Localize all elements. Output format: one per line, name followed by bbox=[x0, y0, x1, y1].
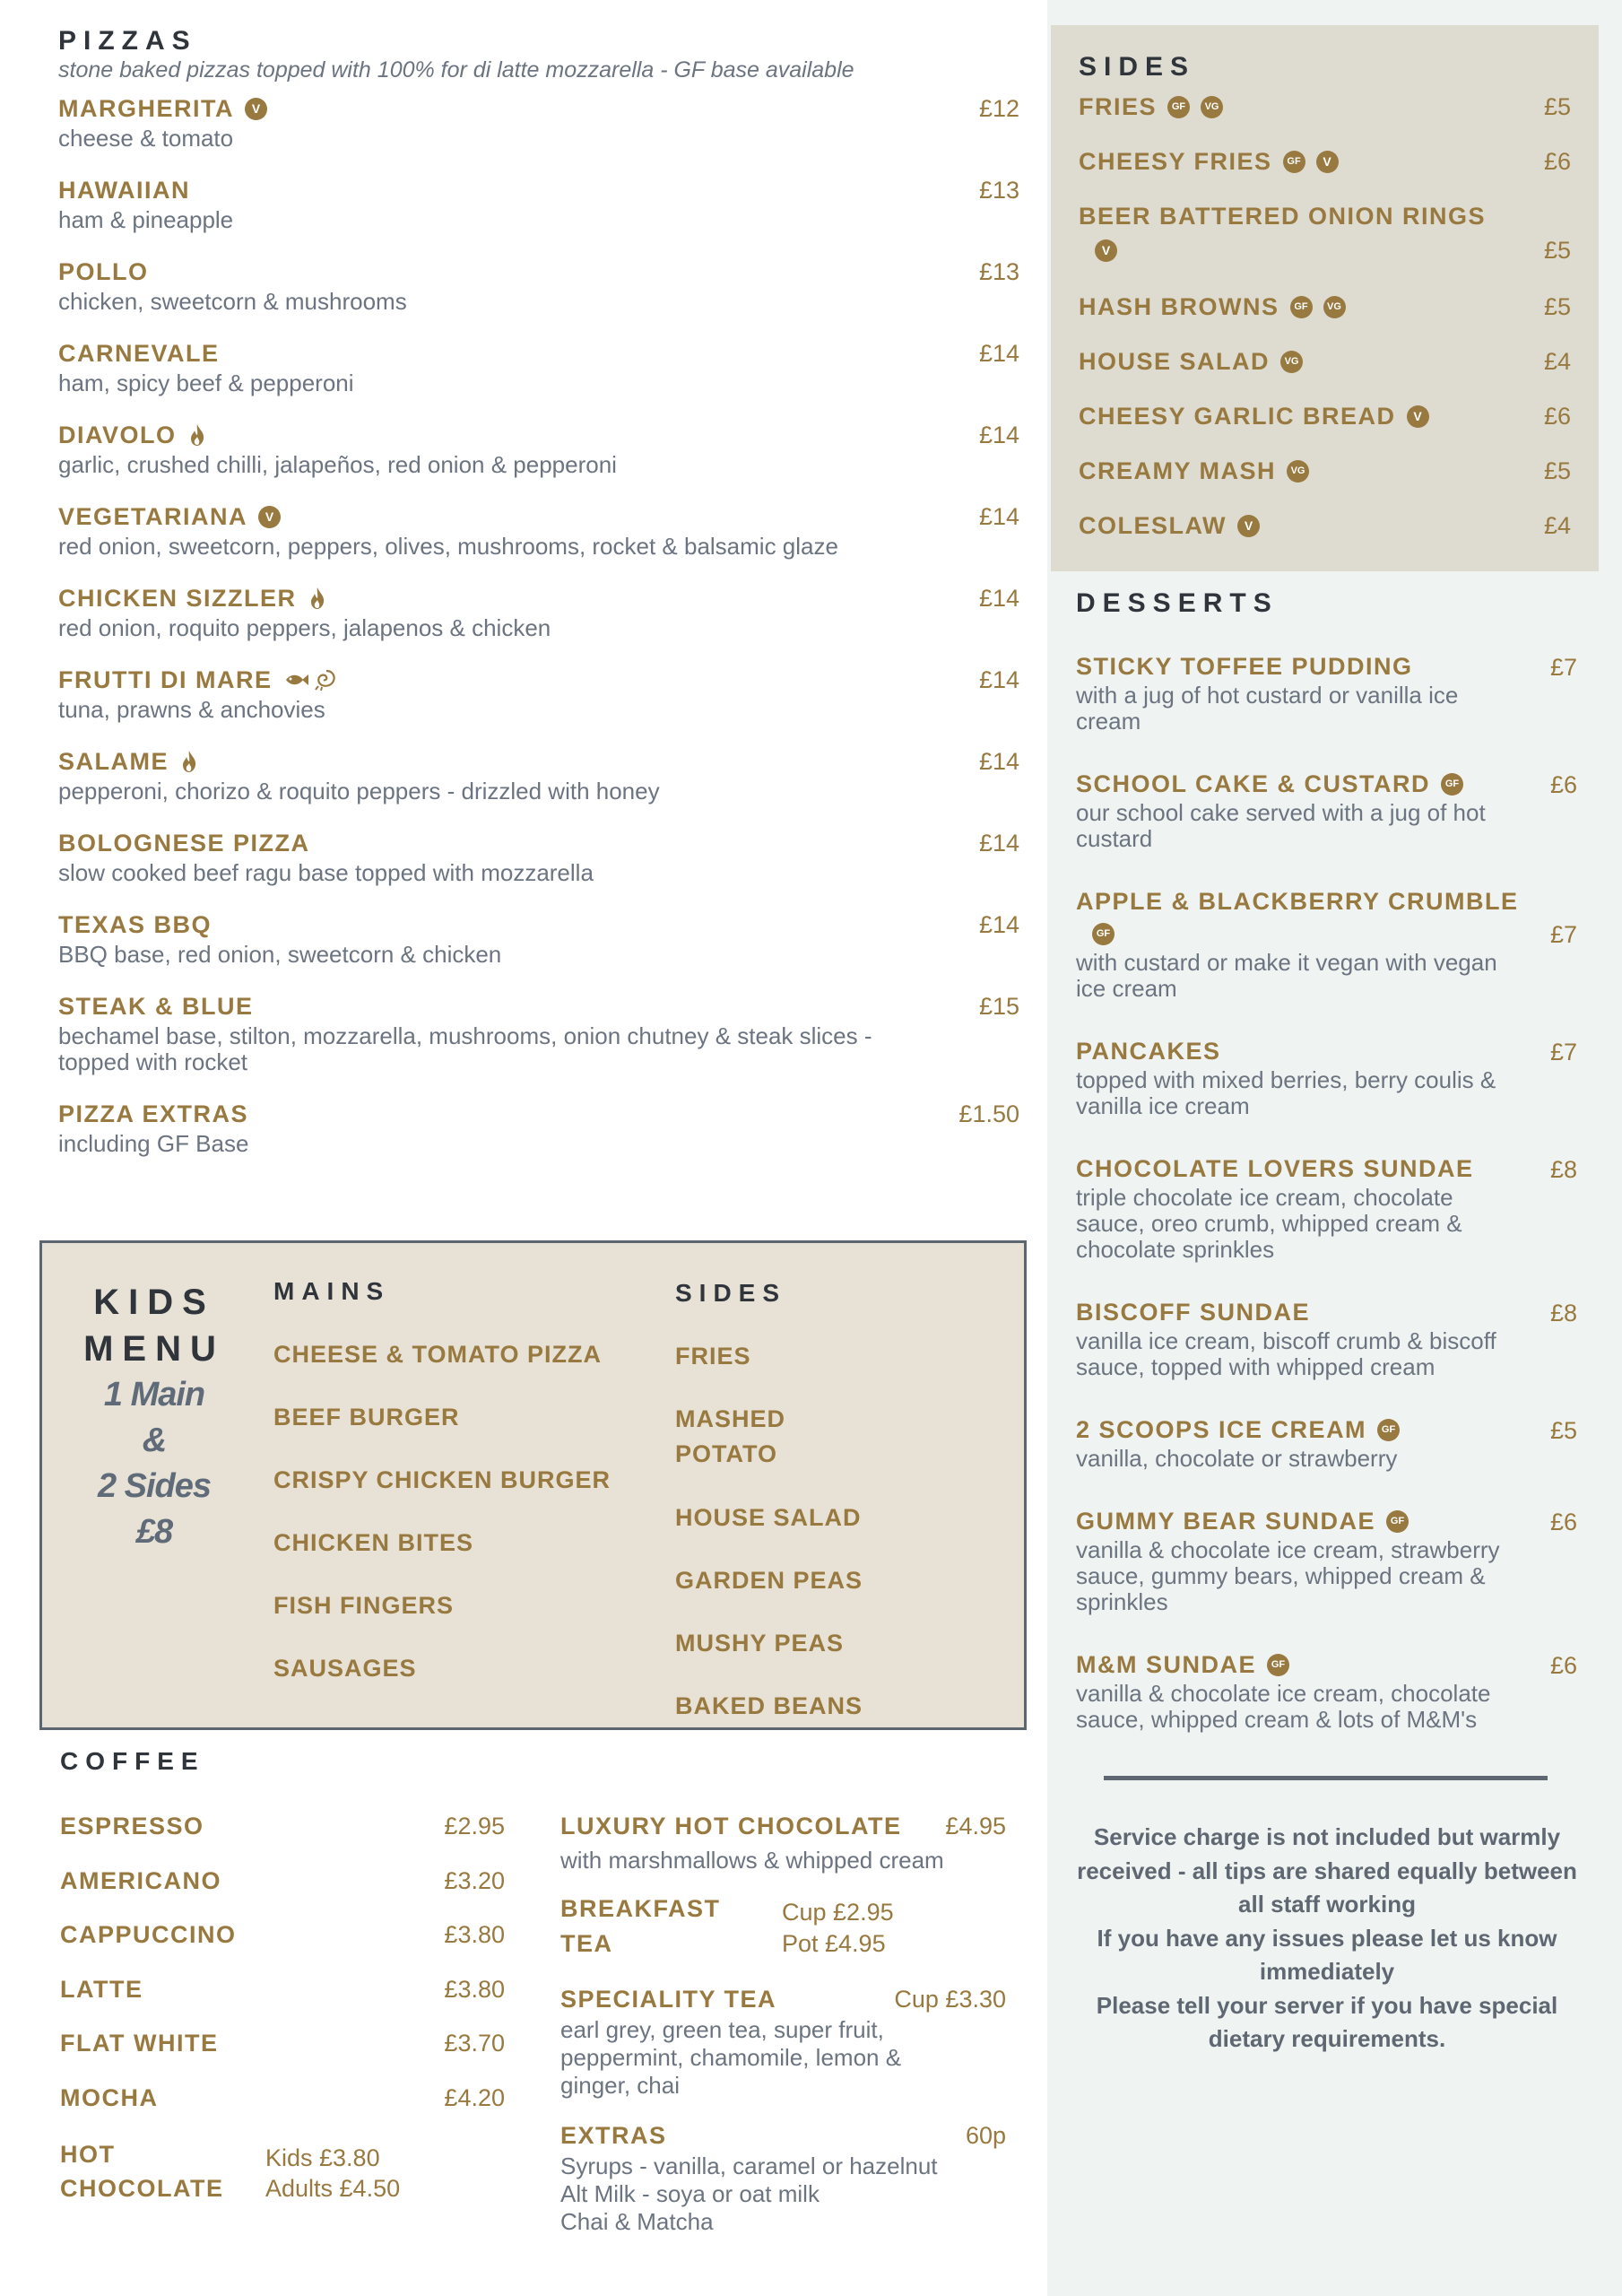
item-price: £7 bbox=[1549, 654, 1577, 681]
vegetarian-badge-icon: V bbox=[1095, 239, 1117, 262]
fish-icon bbox=[284, 672, 309, 688]
item-description: our school cake served with a jug of hot bbox=[1076, 799, 1486, 826]
desserts-list bbox=[1076, 650, 1577, 1766]
coffee-item-name: EXTRAS bbox=[560, 2122, 667, 2149]
pizzas-item bbox=[58, 908, 1019, 968]
coffee-item-name: CAPPUCCINO bbox=[60, 1921, 237, 1948]
kids-main-item: BEEF BURGER bbox=[273, 1404, 460, 1431]
item-name: STICKY TOFFEE PUDDING bbox=[1076, 652, 1413, 680]
coffee-item-price: Cup £2.95 bbox=[782, 1899, 894, 1926]
footer-line: dietary requirements. bbox=[1208, 2025, 1446, 2052]
item-price: £7 bbox=[1549, 921, 1577, 948]
item-price: £5 bbox=[1543, 237, 1571, 264]
kids-mains-title: MAINS bbox=[273, 1277, 391, 1305]
item-name: CHEESY GARLIC BREAD bbox=[1079, 402, 1396, 430]
coffee-item-description: Syrups - vanilla, caramel or hazelnut bbox=[560, 2152, 938, 2179]
item-name: PANCAKES bbox=[1076, 1037, 1221, 1065]
coffee-item-name: HOT bbox=[60, 2141, 116, 2168]
item-price: £5 bbox=[1549, 1417, 1577, 1444]
coffee-item-name: LUXURY HOT CHOCOLATE bbox=[560, 1813, 902, 1839]
kids-sides-title: SIDES bbox=[675, 1279, 787, 1307]
sides-item bbox=[1079, 454, 1571, 509]
gluten-free-badge-icon: GF bbox=[1386, 1510, 1409, 1533]
item-name: M&M SUNDAE bbox=[1076, 1650, 1256, 1678]
item-description: with custard or make it vegan with vegan bbox=[1076, 949, 1497, 976]
item-description: pepperoni, chorizo & roquito peppers - drizzled with honey bbox=[58, 778, 660, 804]
kids-offer-line: 1 Main bbox=[103, 1376, 205, 1413]
item-price: £14 bbox=[978, 911, 1019, 938]
pizzas-item bbox=[58, 581, 1019, 641]
item-description: triple chocolate ice cream, chocolate bbox=[1076, 1184, 1453, 1211]
sides-list bbox=[1079, 90, 1571, 563]
pizzas-item bbox=[58, 500, 1019, 560]
item-name: APPLE & BLACKBERRY CRUMBLE bbox=[1076, 887, 1519, 915]
spicy-flame-icon bbox=[189, 423, 205, 447]
coffee-item-price: Adults £4.50 bbox=[265, 2175, 401, 2202]
gluten-free-badge-icon: GF bbox=[1377, 1419, 1400, 1441]
kids-side-item: POTATO bbox=[675, 1440, 777, 1467]
sides-title: SIDES bbox=[1079, 52, 1196, 82]
kids-side-item: BAKED BEANS bbox=[675, 1692, 863, 1719]
item-description: custard bbox=[1076, 825, 1153, 852]
item-description: vanilla ice cream bbox=[1076, 1092, 1250, 1119]
sides-item bbox=[1079, 509, 1571, 563]
gluten-free-badge-icon: GF bbox=[1283, 151, 1305, 173]
item-price: £8 bbox=[1549, 1300, 1577, 1326]
item-name: CHEESY FRIES bbox=[1079, 147, 1272, 175]
desserts-item bbox=[1076, 885, 1577, 1002]
item-name: BEER BATTERED ONION RINGS bbox=[1079, 202, 1487, 230]
item-price: £7 bbox=[1549, 1039, 1577, 1065]
item-description: sauce, topped with whipped cream bbox=[1076, 1353, 1436, 1380]
item-name: SCHOOL CAKE & CUSTARD bbox=[1076, 770, 1431, 797]
gluten-free-badge-icon: GF bbox=[1267, 1654, 1289, 1676]
item-price: £14 bbox=[978, 422, 1019, 448]
coffee-item-name: AMERICANO bbox=[60, 1866, 221, 1894]
coffee-item-name: FLAT WHITE bbox=[60, 2030, 219, 2057]
desserts-item bbox=[1076, 1152, 1577, 1263]
item-name: BOLOGNESE PIZZA bbox=[58, 829, 310, 857]
pizza-list bbox=[58, 91, 1019, 1178]
kids-title: KIDS bbox=[93, 1283, 215, 1322]
item-price: £4 bbox=[1543, 348, 1571, 375]
item-name: PIZZA EXTRAS bbox=[58, 1100, 249, 1127]
item-price: £5 bbox=[1543, 293, 1571, 320]
pizzas-item bbox=[58, 826, 1019, 886]
item-price: £12 bbox=[978, 95, 1019, 122]
item-description: vanilla ice cream, biscoff crumb & biscoff bbox=[1076, 1327, 1496, 1354]
coffee-item-price: £3.80 bbox=[444, 1921, 505, 1948]
item-description: garlic, crushed chilli, jalapeños, red onion & pepperoni bbox=[58, 451, 617, 478]
item-description: cream bbox=[1076, 708, 1141, 735]
coffee-item-description: earl grey, green tea, super fruit, bbox=[560, 2016, 884, 2043]
kids-main-item: CHEESE & TOMATO PIZZA bbox=[273, 1341, 603, 1368]
vegan-badge-icon: VG bbox=[1280, 351, 1303, 373]
vegan-badge-icon: VG bbox=[1323, 296, 1346, 318]
item-description: ham & pineapple bbox=[58, 206, 234, 233]
coffee-item-name: TEA bbox=[560, 1930, 613, 1957]
item-description: red onion, sweetcorn, peppers, olives, mushrooms, rocket & balsamic glaze bbox=[58, 533, 838, 560]
spicy-flame-icon bbox=[309, 587, 325, 610]
footer-line: all staff working bbox=[1238, 1891, 1416, 1918]
kids-main-item: SAUSAGES bbox=[273, 1655, 417, 1682]
coffee-item-name: MOCHA bbox=[60, 2083, 159, 2111]
item-price: £1.50 bbox=[958, 1100, 1019, 1127]
item-description: BBQ base, red onion, sweetcorn & chicken bbox=[58, 941, 502, 968]
item-price: £6 bbox=[1549, 771, 1577, 798]
item-name: 2 SCOOPS ICE CREAM bbox=[1076, 1415, 1367, 1443]
pizzas-item bbox=[58, 173, 1019, 233]
item-name: HASH BROWNS bbox=[1079, 292, 1279, 320]
gluten-free-badge-icon: GF bbox=[1092, 923, 1115, 945]
item-description: including GF Base bbox=[58, 1130, 249, 1157]
kids-title-menu: MENU bbox=[83, 1329, 225, 1369]
item-price: £14 bbox=[978, 666, 1019, 693]
coffee-item-price: £3.80 bbox=[444, 1975, 505, 2003]
item-description: chicken, sweetcorn & mushrooms bbox=[58, 288, 407, 315]
footer-line: Please tell your server if you have special bbox=[1096, 1991, 1558, 2019]
shellfish-icon bbox=[315, 668, 338, 691]
item-description: chocolate sprinkles bbox=[1076, 1236, 1275, 1263]
desserts-item bbox=[1076, 1648, 1577, 1733]
sides-item bbox=[1079, 290, 1571, 344]
divider bbox=[1104, 1776, 1548, 1780]
sides-item bbox=[1079, 344, 1571, 399]
item-name: COLESLAW bbox=[1079, 511, 1227, 539]
item-name: FRUTTI DI MARE bbox=[58, 665, 273, 693]
coffee-item-description: peppermint, chamomile, lemon & bbox=[560, 2044, 902, 2071]
coffee-item-price: £2.95 bbox=[444, 1813, 505, 1839]
item-name: HOUSE SALAD bbox=[1079, 347, 1271, 375]
item-description: vanilla, chocolate or strawberry bbox=[1076, 1445, 1398, 1472]
coffee-item-price: £3.70 bbox=[444, 2030, 505, 2057]
item-price: £14 bbox=[978, 585, 1019, 612]
coffee-item-description: Alt Milk - soya or oat milk bbox=[560, 2180, 820, 2207]
item-description: topped with rocket bbox=[58, 1048, 248, 1075]
kids-offer-line: & bbox=[142, 1422, 167, 1459]
item-name: CHICKEN SIZZLER bbox=[58, 584, 297, 612]
kids-side-item: FRIES bbox=[675, 1343, 751, 1370]
item-price: £6 bbox=[1543, 403, 1571, 430]
coffee-title: COFFEE bbox=[60, 1747, 205, 1775]
item-price: £5 bbox=[1543, 457, 1571, 484]
vegan-badge-icon: VG bbox=[1287, 460, 1309, 483]
footer-line: immediately bbox=[1259, 1958, 1395, 1985]
coffee-item-description: ginger, chai bbox=[560, 2072, 680, 2099]
pizzas-item bbox=[58, 418, 1019, 478]
kids-offer-line: 2 Sides bbox=[97, 1467, 212, 1505]
item-name: HAWAIIAN bbox=[58, 176, 190, 204]
coffee-item-price: Kids £3.80 bbox=[265, 2144, 380, 2171]
sides-panel bbox=[1051, 25, 1599, 571]
item-description: ham, spicy beef & pepperoni bbox=[58, 370, 354, 396]
vegetarian-badge-icon: V bbox=[245, 98, 267, 120]
pizzas-item bbox=[58, 255, 1019, 315]
vegetarian-badge-icon: V bbox=[258, 506, 281, 528]
item-description: cheese & tomato bbox=[58, 125, 234, 152]
item-name: STEAK & BLUE bbox=[58, 992, 254, 1020]
item-name: DIAVOLO bbox=[58, 421, 177, 448]
item-description: ice cream bbox=[1076, 975, 1177, 1002]
coffee-item-name: LATTE bbox=[60, 1975, 143, 2003]
item-description: sauce, whipped cream & lots of M&M's bbox=[1076, 1706, 1478, 1733]
item-price: £13 bbox=[978, 177, 1019, 204]
desserts-item bbox=[1076, 650, 1577, 735]
vegetarian-badge-icon: V bbox=[1407, 405, 1429, 428]
item-name: VEGETARIANA bbox=[58, 502, 248, 530]
item-description: with a jug of hot custard or vanilla ice bbox=[1076, 682, 1459, 709]
item-name: CREAMY MASH bbox=[1079, 457, 1277, 484]
pizzas-item bbox=[58, 336, 1019, 396]
coffee-item-price: Cup £3.30 bbox=[894, 1986, 1006, 2013]
vegetarian-badge-icon: V bbox=[1237, 515, 1260, 537]
desserts-item bbox=[1076, 768, 1577, 852]
coffee-item-price: £4.95 bbox=[945, 1813, 1006, 1839]
coffee-item-name: BREAKFAST bbox=[560, 1895, 721, 1922]
coffee-item-price: £3.20 bbox=[444, 1866, 505, 1894]
pizzas-item bbox=[58, 91, 1019, 152]
desserts-title: DESSERTS bbox=[1076, 588, 1279, 618]
kids-side-item: GARDEN PEAS bbox=[675, 1567, 863, 1594]
coffee-item-name: CHOCOLATE bbox=[60, 2175, 224, 2202]
coffee-item-name: ESPRESSO bbox=[60, 1813, 204, 1839]
item-description: vanilla & chocolate ice cream, strawberry bbox=[1076, 1536, 1500, 1563]
kids-menu-box bbox=[39, 1240, 1027, 1730]
item-name: CHOCOLATE LOVERS SUNDAE bbox=[1076, 1154, 1474, 1182]
gluten-free-badge-icon: GF bbox=[1167, 96, 1190, 118]
item-description: sauce, gummy bears, whipped cream & bbox=[1076, 1562, 1486, 1589]
item-name: POLLO bbox=[58, 257, 149, 285]
desserts-item bbox=[1076, 1035, 1577, 1119]
kids-main-item: CHICKEN BITES bbox=[273, 1529, 474, 1556]
sides-item bbox=[1079, 199, 1571, 290]
coffee-item-price: Pot £4.95 bbox=[782, 1930, 886, 1957]
pizzas-subtitle: stone baked pizzas topped with 100% for di latte mozzarella - GF base available bbox=[58, 57, 854, 83]
kids-main-item: CRISPY CHICKEN BURGER bbox=[273, 1466, 612, 1493]
item-price: £6 bbox=[1543, 148, 1571, 175]
item-price: £14 bbox=[978, 340, 1019, 367]
footer-line: received - all tips are shared equally between bbox=[1077, 1857, 1577, 1884]
pizzas-title: PIZZAS bbox=[58, 26, 197, 56]
item-price: £6 bbox=[1549, 1652, 1577, 1679]
coffee-item-description: Chai & Matcha bbox=[560, 2208, 714, 2235]
kids-side-item: MASHED bbox=[675, 1405, 786, 1432]
sides-item bbox=[1079, 90, 1571, 144]
gluten-free-badge-icon: GF bbox=[1290, 296, 1313, 318]
item-description: sauce, oreo crumb, whipped cream & bbox=[1076, 1210, 1462, 1237]
footer-line: If you have any issues please let us know bbox=[1097, 1924, 1557, 1952]
item-price: £14 bbox=[978, 748, 1019, 775]
desserts-item bbox=[1076, 1413, 1577, 1472]
desserts-item bbox=[1076, 1296, 1577, 1380]
item-price: £4 bbox=[1543, 512, 1571, 539]
coffee-item-price: 60p bbox=[965, 2122, 1006, 2149]
sides-item bbox=[1079, 144, 1571, 199]
footer-line: Service charge is not included but warmly bbox=[1093, 1823, 1561, 1850]
item-name: CARNEVALE bbox=[58, 339, 220, 367]
sides-item bbox=[1079, 399, 1571, 454]
kids-offer-line: £8 bbox=[135, 1513, 173, 1551]
pizzas-item bbox=[58, 1097, 1019, 1157]
vegetarian-badge-icon: V bbox=[1316, 151, 1339, 173]
coffee-item-name: SPECIALITY TEA bbox=[560, 1986, 777, 2013]
item-description: tuna, prawns & anchovies bbox=[58, 696, 325, 723]
item-price: £15 bbox=[978, 993, 1019, 1020]
pizzas-item bbox=[58, 744, 1019, 804]
item-description: vanilla & chocolate ice cream, chocolate bbox=[1076, 1680, 1491, 1707]
pizzas-item bbox=[58, 663, 1019, 723]
item-description: bechamel base, stilton, mozzarella, mushrooms, onion chutney & steak slices - bbox=[58, 1022, 872, 1049]
item-description: topped with mixed berries, berry coulis & bbox=[1076, 1066, 1496, 1093]
vegan-badge-icon: VG bbox=[1201, 96, 1223, 118]
item-name: TEXAS BBQ bbox=[58, 910, 213, 938]
item-description: slow cooked beef ragu base topped with mozzarella bbox=[58, 859, 594, 886]
kids-side-item: HOUSE SALAD bbox=[675, 1504, 862, 1531]
item-price: £14 bbox=[978, 503, 1019, 530]
coffee-item-price: £4.20 bbox=[444, 2083, 505, 2111]
item-description: sprinkles bbox=[1076, 1588, 1168, 1615]
item-name: SALAME bbox=[58, 747, 169, 775]
footer-notice bbox=[1058, 1821, 1596, 2057]
item-name: MARGHERITA bbox=[58, 94, 234, 122]
item-price: £5 bbox=[1543, 93, 1571, 120]
item-name: GUMMY BEAR SUNDAE bbox=[1076, 1507, 1376, 1535]
item-name: FRIES bbox=[1079, 92, 1158, 120]
coffee-item-description: with marshmallows & whipped cream bbox=[560, 1847, 944, 1874]
item-name: BISCOFF SUNDAE bbox=[1076, 1298, 1311, 1326]
gluten-free-badge-icon: GF bbox=[1441, 773, 1463, 796]
item-price: £6 bbox=[1549, 1509, 1577, 1535]
item-description: red onion, roquito peppers, jalapenos & chicken bbox=[58, 614, 551, 641]
item-price: £13 bbox=[978, 258, 1019, 285]
item-price: £14 bbox=[978, 830, 1019, 857]
desserts-item bbox=[1076, 1505, 1577, 1615]
kids-main-item: FISH FINGERS bbox=[273, 1592, 455, 1619]
kids-side-item: MUSHY PEAS bbox=[675, 1630, 845, 1657]
pizzas-item bbox=[58, 989, 1019, 1075]
spicy-flame-icon bbox=[181, 750, 197, 773]
item-price: £8 bbox=[1549, 1156, 1577, 1183]
